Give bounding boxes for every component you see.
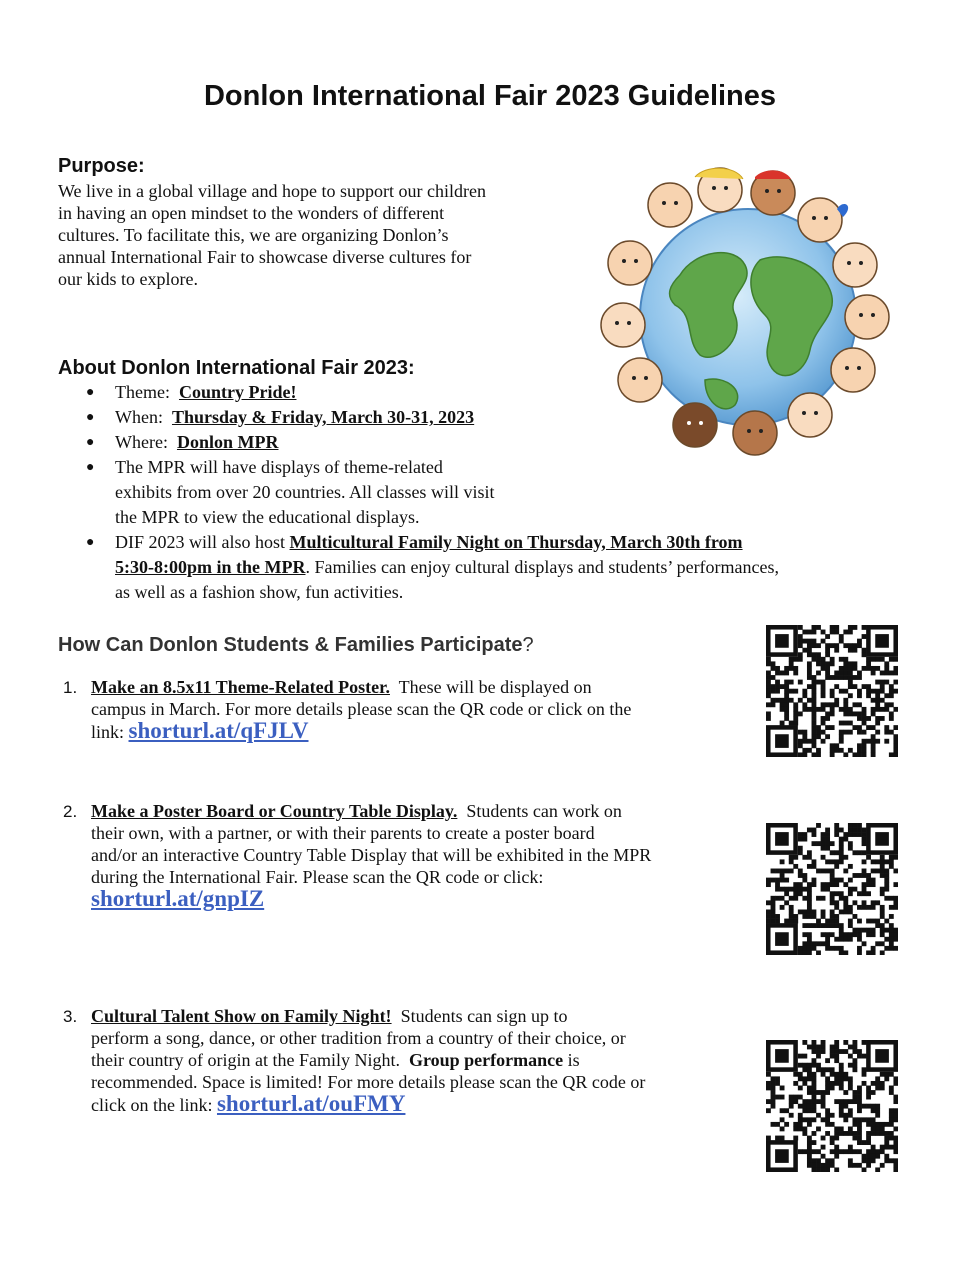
purpose-line: in having an open mindset to the wonders of different	[58, 203, 445, 223]
item-text: their own, with a partner, or with their parents to create a poster board	[91, 823, 595, 843]
family-night-text: Multicultural Family Night on Thursday, March 30th from	[289, 532, 743, 552]
item-text: perform a song, dance, or other tradition from a country of their choice, or	[91, 1028, 626, 1048]
list-item: ● When: Thursday & Friday, March 30-31, 2023	[86, 407, 475, 427]
about-list	[86, 380, 936, 605]
page-title: Donlon International Fair 2023 Guidelines	[203, 80, 777, 112]
qr-code-icon[interactable]	[766, 823, 898, 955]
purpose-line: cultures. To facilitate this, we are organizing Donlon’s	[58, 225, 449, 245]
purpose-text	[58, 180, 578, 290]
item-text: Students can sign up to	[391, 1006, 568, 1026]
item-title: Make an 8.5x11 Theme-Related Poster.	[91, 677, 390, 697]
participate-item-2	[91, 800, 761, 911]
item-text: during the International Fair. Please scan the QR code or click:	[91, 867, 544, 887]
where-label: Where:	[115, 432, 168, 452]
participate-heading-text: How Can Donlon Students & Families Participate	[58, 634, 523, 656]
item-text: Students can work on	[457, 801, 622, 821]
item-text: and/or an interactive Country Table Display that will be exhibited in the MPR	[91, 845, 652, 865]
list-item: ● The MPR will have displays of theme-related exhibits from over 20 countries. All classes will visit the MPR to view the educational displays.	[86, 455, 936, 530]
participate-item-1	[91, 676, 756, 743]
dif-suffix: . Families can enjoy cultural displays and students’ performances,	[305, 557, 780, 577]
qr-code-icon[interactable]	[766, 1040, 898, 1172]
participate-item-3	[91, 1005, 761, 1116]
theme-value: Country Pride!	[178, 382, 297, 402]
dif-line: as well as a fashion show, fun activities.	[115, 582, 404, 602]
item-title: Cultural Talent Show on Family Night!	[91, 1006, 392, 1026]
where-value: Donlon MPR	[176, 432, 279, 452]
about-heading: About Donlon International Fair 2023:	[58, 357, 415, 379]
purpose-line: our kids to explore.	[58, 269, 198, 289]
list-item: ● Where: Donlon MPR	[86, 432, 279, 452]
item-number: 2.	[63, 802, 78, 821]
family-night-time: 5:30-8:00pm in the MPR	[115, 557, 306, 577]
qr-code-icon[interactable]	[766, 625, 898, 757]
item-text: is	[563, 1050, 580, 1070]
exhibit-line: The MPR will have displays of theme-related	[115, 457, 443, 477]
item-title: Make a Poster Board or Country Table Display.	[91, 801, 458, 821]
talent-link[interactable]: shorturl.at/ouFMY	[216, 1091, 406, 1116]
purpose-heading: Purpose:	[58, 155, 145, 177]
group-performance: Group performance	[408, 1050, 564, 1070]
exhibit-line: the MPR to view the educational displays.	[115, 507, 420, 527]
item-text: link:	[91, 722, 129, 742]
dif-prefix: DIF 2023 will also host	[115, 532, 290, 552]
item-text: campus in March. For more details please scan the QR code or click on the	[91, 699, 632, 719]
purpose-line: We live in a global village and hope to support our children	[58, 181, 486, 201]
when-value: Thursday & Friday, March 30-31, 2023	[171, 407, 475, 427]
item-text: recommended. Space is limited! For more details please scan the QR code or	[91, 1072, 646, 1092]
poster-link[interactable]: shorturl.at/qFJLV	[128, 718, 309, 743]
theme-label: Theme:	[115, 382, 170, 402]
item-number: 1.	[63, 678, 78, 697]
list-item: ● Theme: Country Pride!	[86, 382, 297, 402]
exhibit-line: exhibits from over 20 countries. All classes will visit	[115, 482, 495, 502]
display-link[interactable]: shorturl.at/gnpIZ	[91, 886, 265, 911]
item-number: 3.	[63, 1007, 78, 1026]
list-item: ● DIF 2023 will also host Multicultural Family Night on Thursday, March 30th from 5:30-8:00pm in the MPR. Families can enjoy cultural displays and students’ performances, as well as a fashion show, fun activities.	[86, 530, 936, 605]
participate-heading-mark: ?	[522, 634, 534, 656]
when-label: When:	[115, 407, 163, 427]
item-text: These will be displayed on	[389, 677, 592, 697]
participate-heading	[58, 634, 534, 657]
item-text: click on the link:	[91, 1095, 217, 1115]
item-text: their country of origin at the Family Night.	[91, 1050, 409, 1070]
purpose-line: annual International Fair to showcase diverse cultures for	[58, 247, 472, 267]
